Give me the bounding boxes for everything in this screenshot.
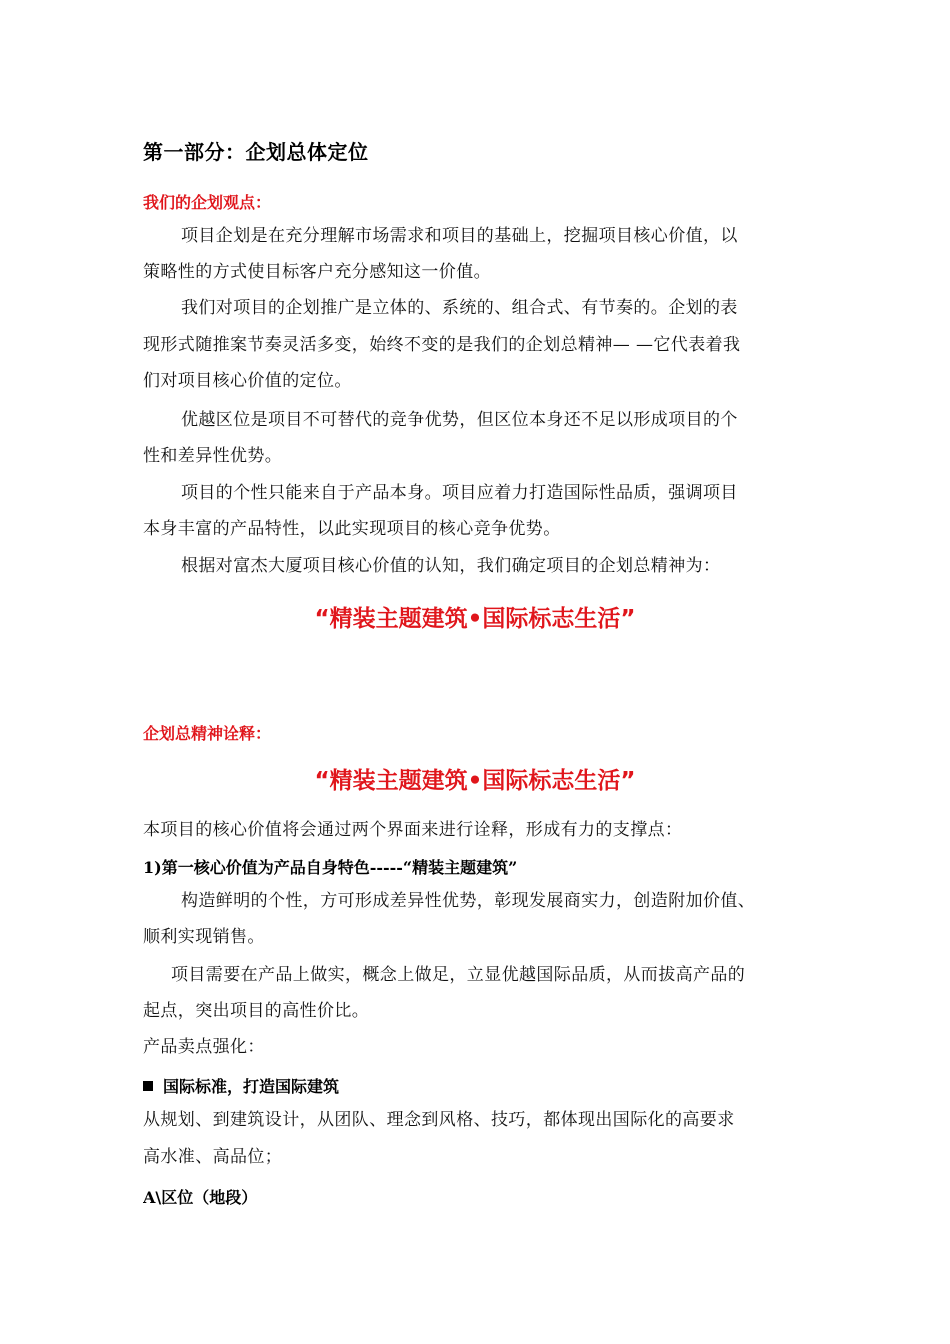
viewpoint-line: 项目的个性只能来自于产品本身。项目应着力打造国际性品质，强调项目 bbox=[181, 483, 738, 503]
square-bullet-icon bbox=[143, 1081, 153, 1091]
viewpoint-line: 们对项目核心价值的定位。 bbox=[143, 371, 352, 391]
viewpoint-line: 项目企划是在充分理解市场需求和项目的基础上，挖掘项目核心价值，以 bbox=[181, 226, 738, 246]
bullet-line: 从规划、到建筑设计，从团队、理念到风格、技巧，都体现出国际化的高要求 bbox=[143, 1110, 735, 1130]
viewpoint-line: 根据对富杰大厦项目核心价值的认知，我们确定项目的企划总精神为： bbox=[181, 556, 721, 576]
point1-line: 起点，突出项目的高性价比。 bbox=[143, 1001, 370, 1021]
interpretation-intro: 本项目的核心价值将会通过两个界面来进行诠释，形成有力的支撑点： bbox=[143, 820, 683, 840]
sub-a-title: A\区位（地段） bbox=[143, 1188, 258, 1207]
point1-title: 1)第一核心价值为产品自身特色-----“精装主题建筑” bbox=[143, 858, 518, 877]
point1-line: 顺利实现销售。 bbox=[143, 927, 265, 947]
bullet-title: 国际标准，打造国际建筑 bbox=[163, 1077, 340, 1096]
point1-line: 产品卖点强化： bbox=[143, 1037, 265, 1057]
slogan-secondary: “精装主题建筑•国际标志生活” bbox=[314, 768, 636, 794]
viewpoint-line: 现形式随推案节奏灵活多变，始终不变的是我们的企划总精神— —它代表着我 bbox=[143, 335, 741, 355]
bullet-line: 高水准、高品位； bbox=[143, 1147, 283, 1167]
viewpoint-line: 优越区位是项目不可替代的竞争优势，但区位本身还不足以形成项目的个 bbox=[181, 410, 738, 430]
section-title: 第一部分：企划总体定位 bbox=[143, 140, 369, 164]
slogan-primary: “精装主题建筑•国际标志生活” bbox=[314, 606, 636, 632]
viewpoint-line: 策略性的方式使目标客户充分感知这一价值。 bbox=[143, 262, 491, 282]
viewpoint-heading: 我们的企划观点： bbox=[143, 193, 272, 212]
viewpoint-line: 我们对项目的企划推广是立体的、系统的、组合式、有节奏的。企划的表 bbox=[181, 298, 738, 318]
point1-line: 构造鲜明的个性，方可形成差异性优势，彰现发展商实力，创造附加价值、 bbox=[181, 891, 756, 911]
point1-line: 项目需要在产品上做实，概念上做足，立显优越国际品质，从而拔高产品的 bbox=[171, 965, 746, 985]
viewpoint-line: 性和差异性优势。 bbox=[143, 446, 283, 466]
bullet-item bbox=[143, 1074, 808, 1097]
viewpoint-line: 本身丰富的产品特性，以此实现项目的核心竞争优势。 bbox=[143, 519, 561, 539]
interpretation-heading: 企划总精神诠释： bbox=[143, 724, 272, 743]
